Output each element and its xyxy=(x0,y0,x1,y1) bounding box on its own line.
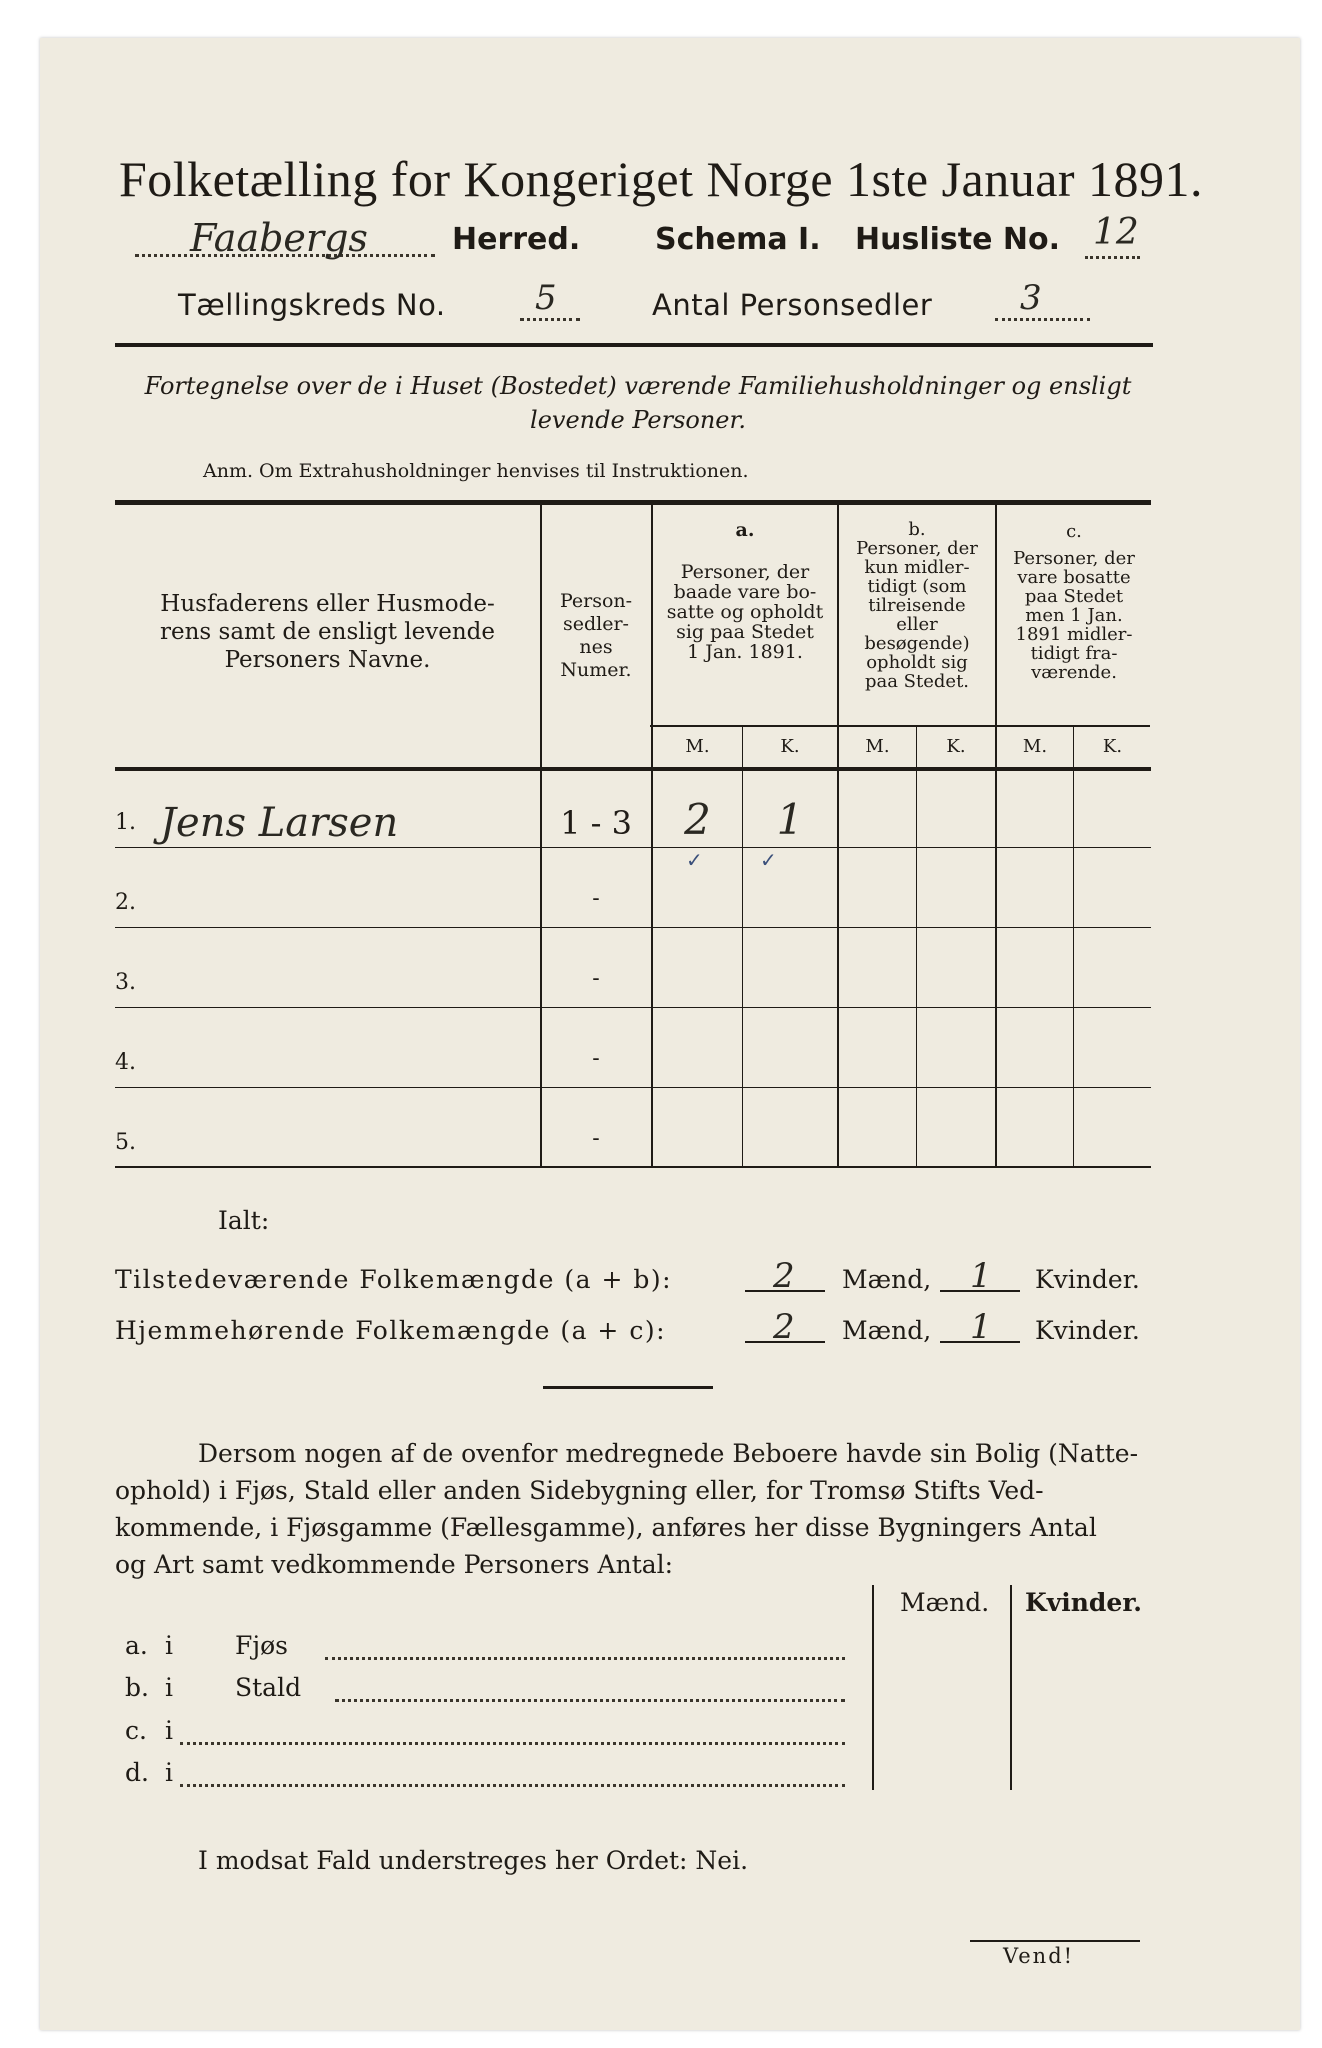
col-num-line: sedler- xyxy=(563,613,629,635)
hjemme-m-value: 2 xyxy=(773,1307,795,1347)
building-prep: i xyxy=(165,1758,173,1787)
nei-note: I modsat Fald understreges her Ordet: Nei. xyxy=(198,1846,749,1875)
building-letter: c. xyxy=(125,1716,147,1745)
row-name: Jens Larsen xyxy=(160,800,399,846)
building-prep: i xyxy=(165,1716,173,1745)
col-c-line: Personer, der xyxy=(1013,548,1135,569)
row-a-k: 1 xyxy=(776,795,804,844)
row-numer: - xyxy=(592,966,600,991)
hjemme-maend: Mænd, xyxy=(842,1316,932,1345)
col-b-line: eller xyxy=(896,614,938,635)
row-number: 3. xyxy=(115,970,136,995)
col-b-line: opholdt sig xyxy=(866,652,968,673)
antal-label: Antal Personsedler xyxy=(652,288,933,322)
paragraph-line: kommende, i Fjøsgamme (Fællesgamme), anføres her disse Bygningers Antal xyxy=(115,1513,1097,1542)
tilstede-k-value: 1 xyxy=(970,1256,992,1296)
col-a-line: 1 Jan. 1891. xyxy=(687,641,803,663)
vend-note: Vend! xyxy=(1003,1944,1075,1968)
col-num-line: Numer. xyxy=(560,659,632,681)
col-b-line: tidigt (som xyxy=(867,576,967,597)
col-c-line: vare bosatte xyxy=(1017,567,1131,588)
a-k-label: K. xyxy=(780,736,800,757)
hjemme-kvinder: Kvinder. xyxy=(1035,1316,1140,1345)
col-b-header xyxy=(839,520,995,691)
hjemme-k-value: 1 xyxy=(970,1307,992,1347)
col-b-line: kun midler- xyxy=(864,557,970,578)
building-letter: a. xyxy=(125,1631,148,1660)
tilstede-kvinder: Kvinder. xyxy=(1035,1265,1140,1294)
tilstede-m-value: 2 xyxy=(773,1256,795,1296)
row-numer: - xyxy=(592,1126,600,1151)
col-num-header xyxy=(543,590,649,682)
col-b-line: Personer, der xyxy=(856,538,978,559)
building-letter: b. xyxy=(125,1673,149,1702)
col-a-letter: a. xyxy=(735,519,755,541)
col-name-line: Personers Navne. xyxy=(224,647,431,673)
building-prep: i xyxy=(165,1631,173,1660)
kreds-dots xyxy=(520,318,580,321)
header-rule xyxy=(115,343,1153,347)
ialt-label: Ialt: xyxy=(218,1206,270,1235)
vrule-a-mk xyxy=(742,727,743,1167)
col-b-line: besøgende) xyxy=(864,633,970,654)
col-c-line: 1891 midler- xyxy=(1015,624,1133,645)
building-label: Stald xyxy=(235,1673,302,1702)
building-paragraph xyxy=(115,1435,1155,1583)
check-mark-icon: ✓ xyxy=(686,848,703,872)
buildings-vrule xyxy=(872,1585,874,1790)
row-numer: 1 - 3 xyxy=(560,804,632,842)
col-b-line: paa Stedet. xyxy=(864,671,970,692)
kreds-value: 5 xyxy=(535,278,557,318)
section-divider xyxy=(543,1386,713,1389)
intro-line2: levende Personer. xyxy=(530,406,746,434)
col-a-header xyxy=(653,520,837,662)
buildings-maend-header: Mænd. xyxy=(900,1588,990,1617)
antal-dots xyxy=(995,318,1090,321)
tilstede-label: Tilstedeværende Folkemængde (a + b): xyxy=(115,1265,673,1294)
col-name-line: Husfaderens eller Husmode- xyxy=(160,591,495,617)
vrule-c-mk xyxy=(1073,727,1074,1167)
kreds-label: Tællingskreds No. xyxy=(178,288,446,322)
vend-rule xyxy=(970,1940,1140,1942)
paragraph-line: og Art samt vedkommende Personers Antal: xyxy=(115,1550,674,1579)
husliste-value: 12 xyxy=(1093,212,1139,253)
c-k-label: K. xyxy=(1102,736,1123,757)
col-a-line: satte og opholdt xyxy=(666,601,824,623)
herred-value: Faabergs xyxy=(190,216,368,260)
hjemme-label: Hjemmehørende Folkemængde (a + c): xyxy=(115,1316,666,1345)
row-rule xyxy=(115,847,1151,848)
herred-field xyxy=(135,216,440,262)
herred-label: Herred. xyxy=(452,222,581,257)
col-a-line: sig paa Stedet xyxy=(676,621,814,643)
husliste-dots xyxy=(1085,256,1140,259)
vrule-b-mk xyxy=(916,727,917,1167)
husliste-label: Husliste No. xyxy=(855,222,1060,257)
col-a-line: baade vare bo- xyxy=(673,581,817,603)
c-m-label: M. xyxy=(1022,736,1048,757)
row-number: 4. xyxy=(115,1050,136,1075)
buildings-vrule xyxy=(1010,1585,1012,1790)
row-number: 5. xyxy=(115,1130,136,1155)
col-c-header xyxy=(997,522,1151,682)
paragraph-line: ophold) i Fjøs, Stald eller anden Sidebygning eller, for Tromsø Stifts Ved- xyxy=(115,1476,1044,1505)
col-num-line: Person- xyxy=(559,590,633,612)
building-letter: d. xyxy=(125,1758,149,1787)
row-a-m: 2 xyxy=(684,795,711,844)
paragraph-line: Dersom nogen af de ovenfor medregnede Beboere havde sin Bolig (Natte- xyxy=(198,1439,1139,1468)
col-a-line: Personer, der xyxy=(680,561,810,583)
building-label: Fjøs xyxy=(235,1631,288,1660)
col-name-header xyxy=(120,590,535,674)
col-c-line: værende. xyxy=(1031,662,1117,683)
mk-rule xyxy=(650,725,1150,727)
anm-note: Anm. Om Extrahusholdninger henvises til Instruktionen. xyxy=(203,460,749,482)
row-rule xyxy=(115,927,1151,928)
building-prep: i xyxy=(165,1673,173,1702)
schema-label: Schema I. xyxy=(655,222,821,257)
row-numer: - xyxy=(592,1046,600,1071)
antal-value: 3 xyxy=(1020,278,1042,318)
col-c-line: men 1 Jan. xyxy=(1025,605,1123,626)
row-rule xyxy=(115,1087,1151,1088)
intro-line1: Fortegnelse over de i Huset (Bostedet) værende Familiehusholdninger og ensligt xyxy=(144,372,1132,400)
col-c-line: paa Stedet xyxy=(1024,586,1124,607)
vrule-num xyxy=(540,505,542,1167)
col-c-letter: c. xyxy=(1066,521,1082,542)
check-mark-icon: ✓ xyxy=(760,848,777,872)
tilstede-maend: Mænd, xyxy=(842,1265,932,1294)
form-title: Folketælling for Kongeriget Norge 1ste Januar 1891. xyxy=(118,151,1204,207)
b-m-label: M. xyxy=(865,736,890,757)
row-numer: - xyxy=(592,886,600,911)
b-k-label: K. xyxy=(946,736,966,757)
row-number: 1. xyxy=(115,810,136,835)
col-c-line: tidigt fra- xyxy=(1030,643,1118,664)
building-row xyxy=(125,1716,865,1745)
col-name-line: rens samt de ensligt levende xyxy=(160,619,495,645)
a-m-label: M. xyxy=(685,736,710,757)
col-num-line: nes xyxy=(579,636,613,658)
col-b-line: tilreisende xyxy=(868,595,966,616)
building-row xyxy=(125,1673,865,1702)
buildings-kvinder-header: Kvinder. xyxy=(1025,1588,1142,1617)
row-number: 2. xyxy=(115,890,136,915)
building-row xyxy=(125,1758,865,1787)
row-rule xyxy=(115,1007,1151,1008)
col-b-letter: b. xyxy=(908,519,926,540)
building-row xyxy=(125,1631,865,1660)
